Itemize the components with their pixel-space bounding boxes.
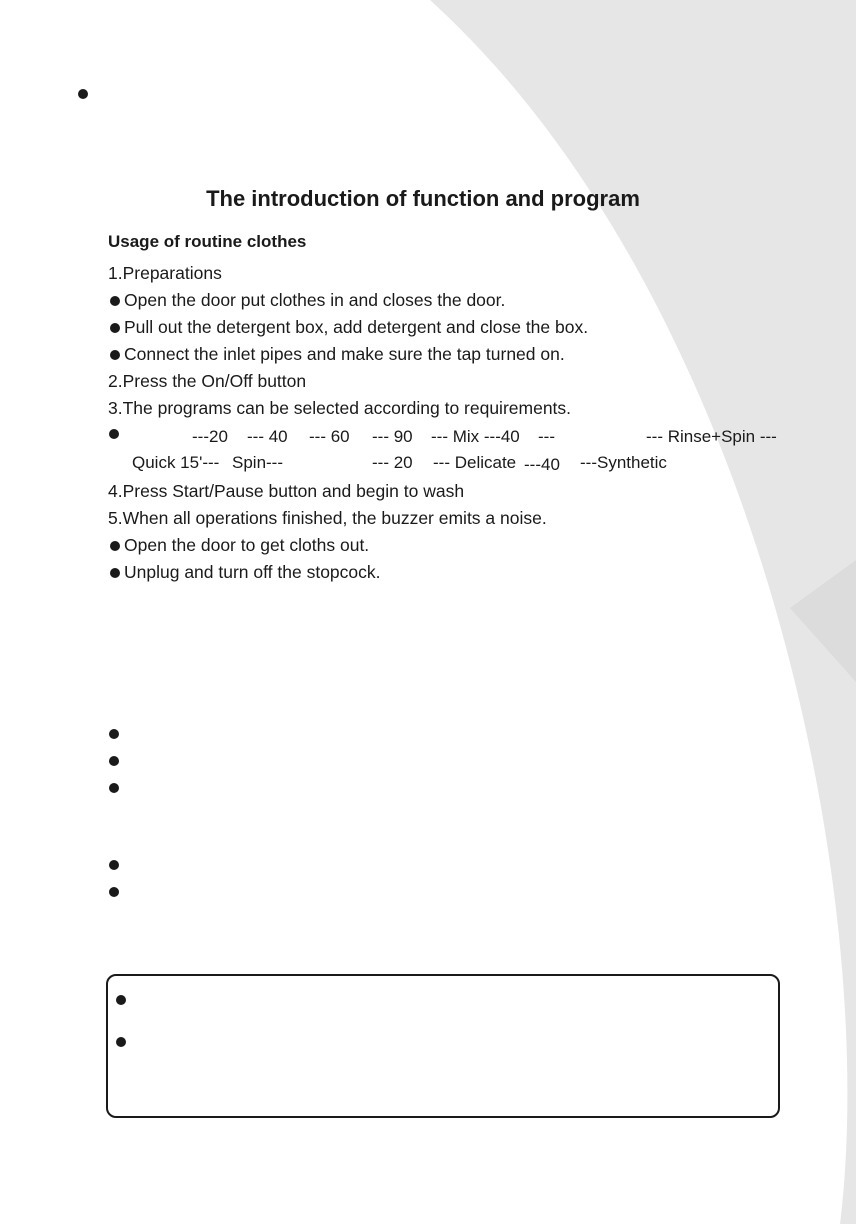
program-item: --- 40 [247,427,288,446]
bullet [109,887,119,897]
bullet [110,323,120,333]
bullet [109,783,119,793]
note-box [106,974,780,1118]
program-item: --- [538,427,555,446]
program-item: --- 60 [309,427,350,446]
section-subheading: Usage of routine clothes [108,232,307,251]
step-4: 4.Press Start/Pause button and begin to wash [108,481,465,501]
step-bullet-open-door: Open the door put clothes in and closes the door. [124,290,506,310]
bullet [110,296,120,306]
step-5: 5.When all operations finished, the buzzer emits a noise. [108,508,547,528]
program-item: --- Mix ---40 [431,427,520,446]
bullet-top [78,89,88,99]
program-item: ---20 [192,427,228,446]
bullet [109,756,119,766]
program-item: ---40 [524,455,560,474]
step-bullet-unplug: Unplug and turn off the stopcock. [124,562,381,582]
program-item: --- Delicate [433,453,517,472]
bullet [116,1037,126,1047]
step-bullet-detergent: Pull out the detergent box, add detergent and close the box. [124,317,589,337]
bullet [109,729,119,739]
bullet [110,350,120,360]
program-item: --- 20 [372,453,413,472]
step-bullet-inlet: Connect the inlet pipes and make sure the tap turned on. [124,344,565,364]
bullet [109,860,119,870]
program-item: --- Rinse+Spin --- [646,427,777,446]
bullet [116,995,126,1005]
step-bullet-get-out: Open the door to get cloths out. [124,535,370,555]
step-2: 2.Press the On/Off button [108,371,307,391]
step-3: 3.The programs can be selected according to requirements. [108,398,572,418]
bullet [109,429,119,439]
program-item: Spin--- [232,453,284,472]
program-item: Quick 15'--- [132,453,220,472]
page-title: The introduction of function and program [206,186,640,211]
program-item: ---Synthetic [580,453,667,472]
step-1: 1.Preparations [108,263,222,283]
bullet [110,541,120,551]
bullet [110,568,120,578]
program-item: --- 90 [372,427,413,446]
